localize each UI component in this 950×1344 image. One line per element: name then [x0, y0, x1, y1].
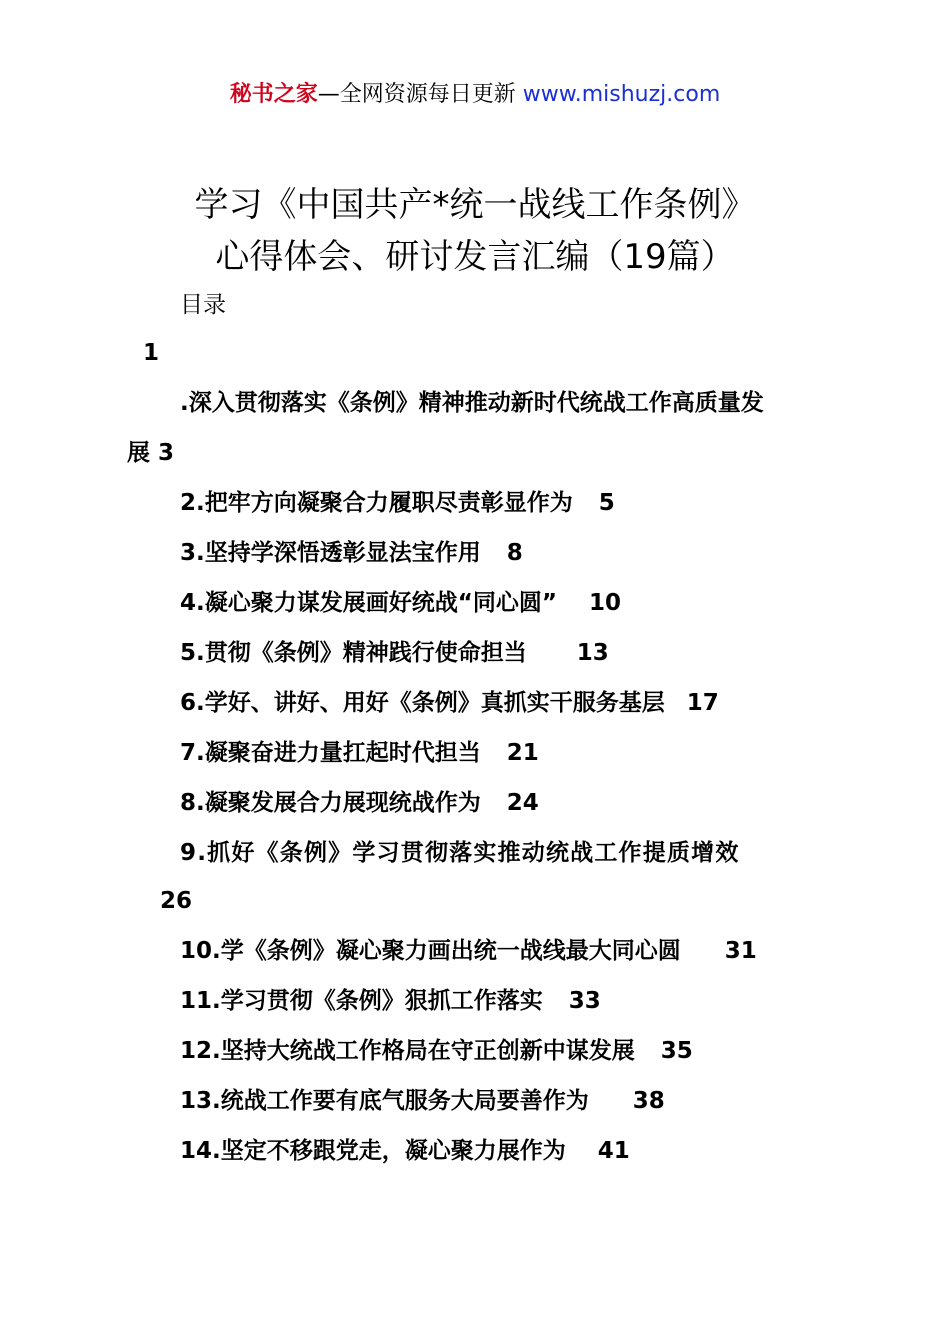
toc-entry-text: 8.凝聚发展合力展现统战作为	[180, 790, 481, 816]
toc-entry-1-page: 3	[158, 440, 175, 466]
toc-entry-9-text[interactable]: 9.抓好《条例》学习贯彻落实推动统战工作提质增效	[180, 840, 740, 866]
toc-entry[interactable]	[180, 786, 539, 820]
toc-entry-text: 14.坚定不移跟党走，凝心聚力展作为	[180, 1138, 566, 1164]
toc-entry-text: 5.贯彻《条例》精神践行使命担当	[180, 640, 527, 666]
toc-entry-page: 38	[632, 1088, 665, 1114]
document-title-line2: 心得体会、研讨发言汇编（19篇）	[215, 237, 735, 277]
toc-entry-page: 17	[686, 690, 719, 716]
document-title-line1: 学习《中国共产*统一战线工作条例》	[194, 185, 756, 225]
toc-entry-page: 41	[597, 1138, 630, 1164]
toc-entry-page: 13	[576, 640, 609, 666]
toc-entry-text: 10.学《条例》凝心聚力画出统一战线最大同心圆	[180, 938, 681, 964]
toc-entry-1-text-cont: 展	[127, 440, 150, 466]
toc-entry-page: 10	[589, 590, 622, 616]
toc-entry-page: 31	[724, 938, 757, 964]
toc-entry-page: 21	[506, 740, 539, 766]
toc-entry-text: 11.学习贯彻《条例》狠抓工作落实	[180, 988, 543, 1014]
toc-entry[interactable]	[180, 636, 609, 670]
toc-entry[interactable]	[180, 686, 719, 720]
toc-entry[interactable]	[180, 1084, 665, 1118]
banner-slogan: —全网资源每日更新	[317, 82, 516, 107]
toc-entry-page: 5	[598, 490, 615, 516]
site-banner	[0, 78, 950, 112]
toc-entry-text: 2.把牢方向凝聚合力履职尽责彰显作为	[180, 490, 573, 516]
toc-entry-1-text[interactable]: .深入贯彻落实《条例》精神推动新时代统战工作高质量发	[180, 390, 764, 416]
banner-brand: 秘书之家	[229, 82, 318, 107]
toc-entry[interactable]	[180, 984, 601, 1018]
toc-entry-text: 13.统战工作要有底气服务大局要善作为	[180, 1088, 589, 1114]
toc-entry[interactable]	[180, 1134, 630, 1168]
toc-entry-text: 3.坚持学深悟透彰显法宝作用	[180, 540, 481, 566]
toc-entry[interactable]	[180, 486, 615, 520]
toc-entry-page: 8	[506, 540, 523, 566]
toc-entry-text: 7.凝聚奋进力量扛起时代担当	[180, 740, 481, 766]
toc-entry-1-number: 1	[143, 340, 160, 366]
toc-entry[interactable]	[180, 536, 523, 570]
toc-entry-1-continuation[interactable]	[127, 436, 174, 470]
banner-url-link[interactable]: www.mishuzj.com	[522, 82, 721, 107]
toc-entry-9-page[interactable]: 26	[160, 888, 193, 914]
toc-entry-page: 24	[506, 790, 539, 816]
toc-label: 目录	[180, 292, 226, 318]
toc-entry[interactable]	[180, 934, 757, 968]
toc-entry-page: 33	[568, 988, 601, 1014]
toc-entry[interactable]	[180, 586, 621, 620]
toc-entry-text: 12.坚持大统战工作格局在守正创新中谋发展	[180, 1038, 635, 1064]
toc-entry-page: 35	[660, 1038, 693, 1064]
toc-entry[interactable]	[180, 736, 539, 770]
toc-entry-text: 6.学好、讲好、用好《条例》真抓实干服务基层	[180, 690, 665, 716]
toc-entry-text: 4.凝心聚力谋发展画好统战“同心圆”	[180, 590, 557, 616]
toc-entry[interactable]	[180, 1034, 693, 1068]
